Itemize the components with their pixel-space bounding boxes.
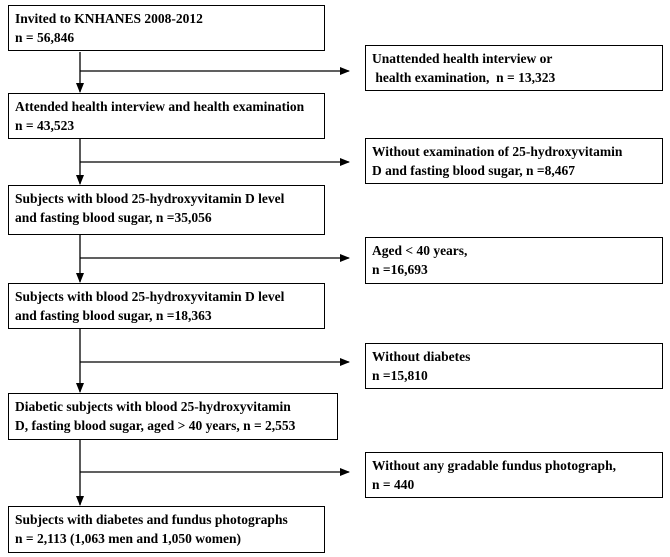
box-final-line2: n = 2,113 (1,063 men and 1,050 women) (15, 531, 241, 546)
box-diabetic-line1: Diabetic subjects with blood 25-hydroxyvitamin (15, 399, 291, 414)
box-invited-line1: Invited to KNHANES 2008-2012 (15, 11, 203, 26)
box-final-line1: Subjects with diabetes and fundus photographs (15, 512, 288, 527)
box-excl-no-fundus-line2: n = 440 (372, 477, 415, 492)
box-excl-no-diabetes-line2: n =15,810 (372, 368, 428, 383)
box-attended-line2: n = 43,523 (15, 118, 75, 133)
box-excl-no-exam-line2: D and fasting blood sugar, n =8,467 (372, 163, 576, 178)
box-vitd-fbs-line1: Subjects with blood 25-hydroxyvitamin D level (15, 191, 285, 206)
box-vitd-fbs-aged-line1: Subjects with blood 25-hydroxyvitamin D level (15, 289, 285, 304)
box-vitd-fbs-line2: and fasting blood sugar, n =35,056 (15, 210, 212, 225)
box-final (8, 506, 325, 553)
box-excl-no-diabetes-line1: Without diabetes (372, 349, 471, 364)
box-excl-unattended-line1: Unattended health interview or (372, 51, 553, 66)
box-excl-unattended-line2: health examination, n = 13,323 (372, 70, 556, 85)
box-attended-line1: Attended health interview and health examination (15, 99, 305, 114)
box-excl-no-fundus-line1: Without any gradable fundus photograph, (372, 458, 616, 473)
box-excl-no-exam (365, 138, 663, 184)
box-excl-aged-line1: Aged < 40 years, (372, 243, 468, 258)
box-excl-no-fundus (365, 452, 663, 498)
box-vitd-fbs-aged-line2: and fasting blood sugar, n =18,363 (15, 308, 212, 323)
box-excl-aged (365, 237, 663, 284)
box-diabetic (8, 393, 338, 440)
box-invited (8, 5, 325, 51)
box-attended (8, 93, 325, 139)
box-excl-no-diabetes (365, 343, 663, 389)
box-excl-unattended (365, 45, 663, 91)
box-vitd-fbs-aged (8, 283, 325, 329)
box-diabetic-line2: D, fasting blood sugar, aged > 40 years, n = 2,553 (15, 418, 296, 433)
box-invited-line2: n = 56,846 (15, 30, 75, 45)
box-excl-no-exam-line1: Without examination of 25-hydroxyvitamin (372, 144, 623, 159)
box-excl-aged-line2: n =16,693 (372, 262, 428, 277)
box-vitd-fbs (8, 185, 325, 235)
